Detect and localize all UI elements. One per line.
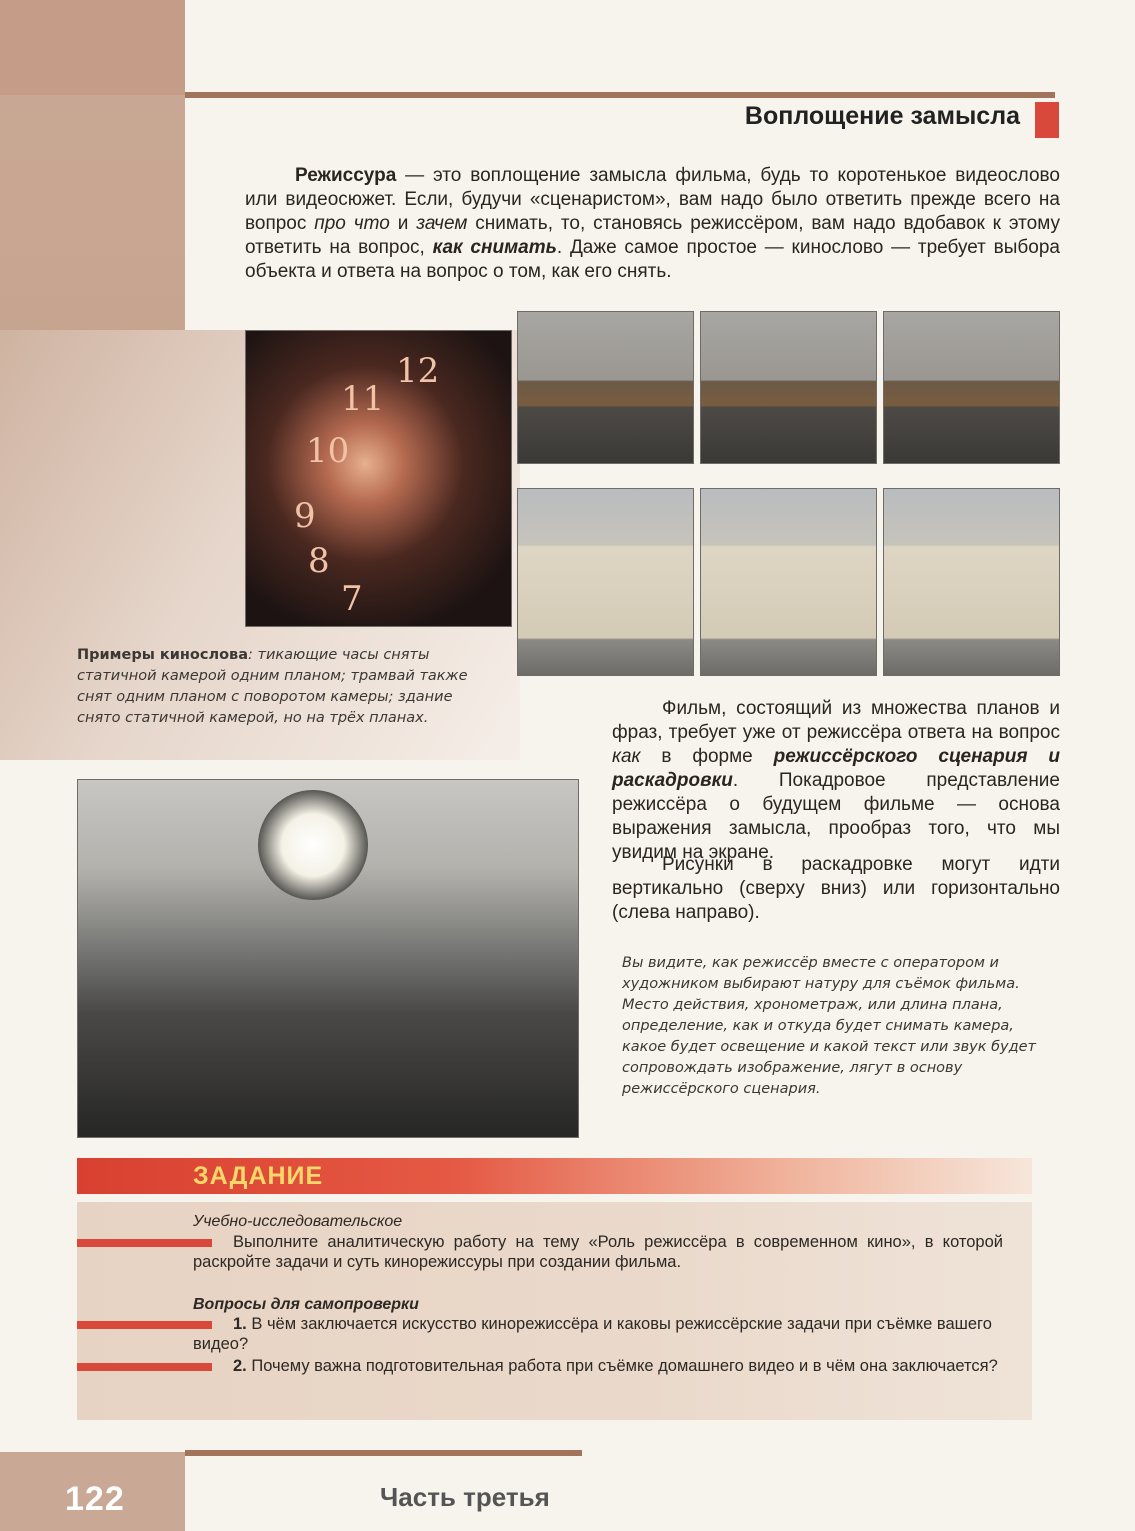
question-1-marker	[77, 1321, 212, 1329]
task-marker	[77, 1239, 212, 1247]
tram-photo-1	[517, 311, 694, 464]
building-photo-3	[883, 488, 1060, 676]
body-paragraph: Фильм, состоящий из множества планов и фраз, требует уже от режиссёра ответа на вопрос как в форме режиссёрского сценария и раскадровки. Покадровое представление режиссёра о будущем фильме — основа выражения замысла, прообраз того, что мы увидим на экране.	[612, 698, 1060, 863]
intro-em-about: про что	[314, 213, 390, 234]
building-photo-1	[517, 488, 694, 676]
task-kind: Учебно-исследовательское	[193, 1213, 403, 1230]
clock-numeral: 11	[341, 379, 385, 419]
body-em-script: режиссёрского сценария и раскадровки	[612, 746, 1060, 791]
clock-numeral: 10	[306, 431, 350, 471]
part-label: Часть третья	[380, 1482, 550, 1512]
page-title: Воплощение замысла	[744, 102, 1020, 130]
clock-numeral: 12	[396, 351, 440, 391]
question-2-number: 2.	[233, 1357, 247, 1375]
tram-photo-2	[700, 311, 877, 464]
clock-photo	[245, 330, 512, 627]
question-1: 1. В чём заключается искусство кинорежиссёра и каковы режиссёрские задачи при съёмке вашего видео?	[193, 1315, 992, 1353]
clock-numeral: 9	[294, 496, 316, 536]
examples-caption-lead: Примеры кинослова	[77, 647, 249, 663]
intro-paragraph: Режиссура — это воплощение замысла фильма, будь то коротенькое видеослово или видеосюжет. Если, будучи «сценаристом», вам надо было ответить прежде всего на вопрос про что и зачем снимать, то, становясь режиссёром, вам надо вдобавок к этому ответить на вопрос, как снимать. Даже самое простое — кинослово — требует выбора объекта и ответа на вопрос о том, как его снять.	[245, 165, 1060, 282]
body-em-how: как	[612, 746, 641, 767]
tram-photo-3	[883, 311, 1060, 464]
crew-caption: Вы видите, как режиссёр вместе с оператором и художником выбирают натуру для съёмок фильма. Место действия, хронометраж, или длина плана, определение, как и откуда будет снимать камера, какое будет освещение и какой текст или звук будет сопровождать изображение, лягут в основу режиссёрского сценария.	[622, 955, 1036, 1097]
intro-em-why: зачем	[416, 213, 468, 234]
page-number: 122	[65, 1480, 125, 1518]
examples-caption: Примеры кинослова: тикающие часы сняты статичной камерой одним планом; трамвай также снят одним планом с поворотом камеры; здание снято статичной камерой, но на трёх планах.	[77, 647, 468, 726]
task-text: Выполните аналитическую работу на тему «Роль режиссёра в современном кино», в которой раскройте задачи и суть кинорежиссуры при создании фильма.	[193, 1233, 1003, 1271]
header-rule	[185, 92, 1055, 98]
intro-term: Режиссура	[295, 165, 397, 186]
footer-rule	[185, 1450, 582, 1456]
building-photo-2	[700, 488, 877, 676]
question-1-number: 1.	[233, 1315, 247, 1333]
film-crew-photo	[77, 779, 579, 1138]
storyboard-paragraph: Рисунки в раскадровке могут идти вертикально (сверху вниз) или горизонтально (слева направо).	[612, 854, 1060, 923]
intro-em-how: как снимать	[432, 237, 557, 258]
header-accent	[1035, 102, 1059, 138]
task-title: ЗАДАНИЕ	[193, 1162, 324, 1190]
questions-heading: Вопросы для самопроверки	[193, 1296, 419, 1313]
clock-numeral: 7	[341, 579, 363, 619]
question-2-marker	[77, 1363, 212, 1371]
question-2: 2. Почему важна подготовительная работа при съёмке домашнего видео и в чём она заключается?	[233, 1357, 998, 1375]
clock-numeral: 8	[308, 541, 330, 581]
spotlight-lamp	[258, 790, 368, 900]
